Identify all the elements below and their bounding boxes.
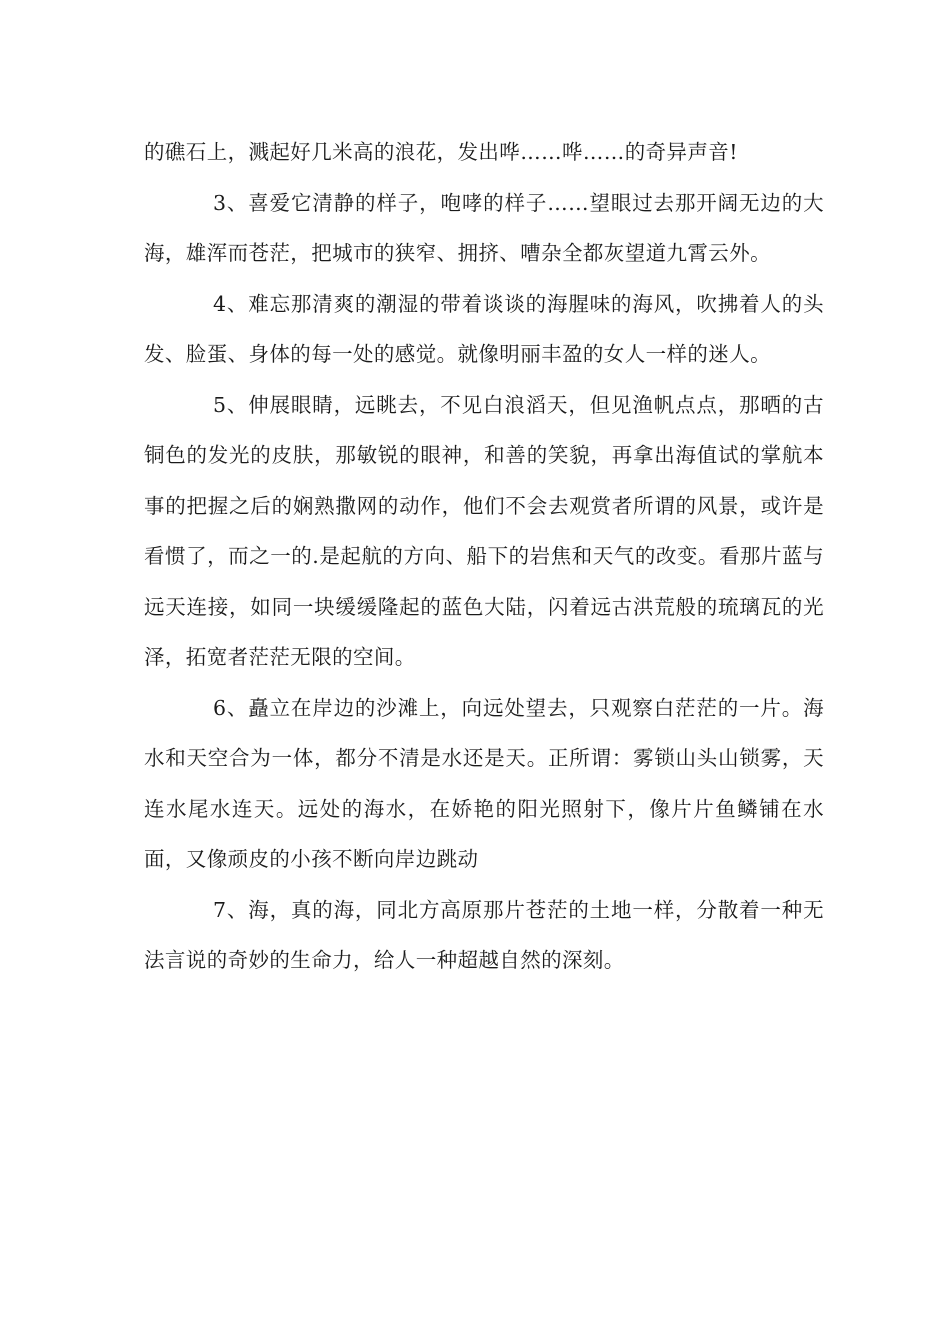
paragraph-7: 7、海，真的海，同北方高原那片苍茫的土地一样，分散着一种无法言说的奇妙的生命力，给人一种超越自然的深刻。 (144, 897, 824, 972)
paragraph-3: 3、喜爱它清静的样子，咆哮的样子……望眼过去那开阔无边的大海，雄浑而苍茫，把城市的狭窄、拥挤、嘈杂全都灰望道九霄云外。 (144, 190, 824, 265)
paragraph-4: 4、难忘那清爽的潮湿的带着谈谈的海腥味的海风，吹拂着人的头发、脸蛋、身体的每一处的感觉。就像明丽丰盈的女人一样的迷人。 (144, 291, 824, 366)
paragraph-continuation: 的礁石上，溅起好几米高的浪花，发出哗……哗……的奇异声音! (144, 140, 738, 164)
paragraph-5: 5、伸展眼睛，远眺去，不见白浪滔天，但见渔帆点点，那晒的古铜色的发光的皮肤，那敏锐的眼神，和善的笑貌，再拿出海值试的掌航本事的把握之后的娴熟撒网的动作，他们不会去观赏者所谓的风景，或许是看惯了，而之一的.是起航的方向、船下的岩焦和天气的改变。看那片蓝与远天连接，如同一块缓缓隆起的蓝色大陆，闪着远古洪荒般的琉璃瓦的光泽，拓宽者茫茫无限的空间。 (144, 392, 824, 669)
document-page (144, 127, 824, 986)
paragraph-6: 6、矗立在岸边的沙滩上，向远处望去，只观察白茫茫的一片。海水和天空合为一体，都分不清是水还是天。正所谓：雾锁山头山锁雾，天连水尾水连天。远处的海水，在娇艳的阳光照射下，像片片鱼鳞铺在水面，又像顽皮的小孩不断向岸边跳动 (144, 695, 824, 871)
